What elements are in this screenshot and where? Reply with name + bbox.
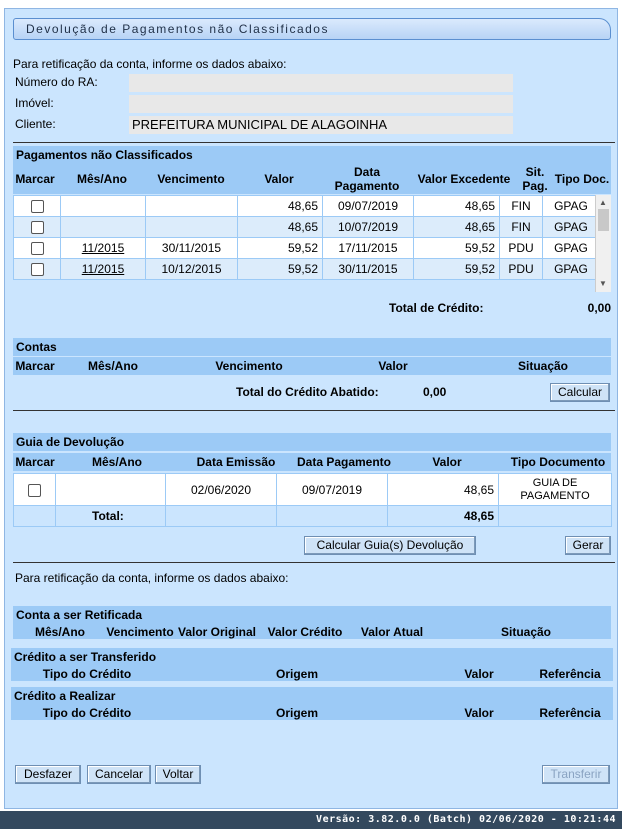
voltar-button[interactable]: Voltar [155, 765, 201, 784]
credito-realizar-header: Crédito a Realizar [11, 687, 613, 705]
transferir-button[interactable]: Transferir [542, 765, 610, 784]
col-valor: Valor [464, 667, 494, 681]
total-credito-value: 0,00 [587, 301, 611, 315]
main-panel [4, 8, 618, 809]
pagamentos-table-wrap [13, 195, 599, 292]
ra-field [129, 74, 513, 92]
col-vencimento: Vencimento [157, 172, 225, 186]
retificacao-intro: Para retificação da conta, informe os dados abaixo: [15, 571, 289, 585]
col-mes-ano: Mês/Ano [76, 172, 127, 186]
col-marcar: Marcar [15, 359, 55, 373]
guia-col-header [13, 453, 611, 471]
tipo-documento-cell: GUIA DE PAGAMENTO [499, 474, 612, 506]
divider [13, 562, 615, 563]
data-pagamento-cell: 17/11/2015 [323, 238, 414, 259]
vencimento-cell: 10/12/2015 [146, 259, 238, 280]
conta-retificada-header: Conta a ser Retificada [13, 606, 611, 624]
vencimento-cell [146, 196, 238, 217]
mes-ano-link[interactable]: 11/2015 [61, 259, 146, 280]
ra-label: Número do RA: [15, 75, 98, 89]
valor-cell: 48,65 [238, 217, 323, 238]
mes-ano-cell [56, 474, 166, 506]
col-tipo-doc: Tipo Doc. [554, 172, 610, 186]
cancelar-button[interactable]: Cancelar [87, 765, 151, 784]
imovel-label: Imóvel: [15, 96, 54, 110]
col-origem: Origem [275, 706, 318, 720]
valor-cell: 59,52 [238, 238, 323, 259]
table-row[interactable] [14, 259, 600, 280]
col-sit-pag: Sit. Pag. [522, 165, 548, 193]
marcar-checkbox[interactable] [31, 263, 44, 276]
table-row[interactable] [14, 217, 600, 238]
col-valor-excedente: Valor Excedente [417, 172, 511, 186]
col-situacao: Situação [500, 625, 551, 639]
table-row[interactable] [14, 196, 600, 217]
conta-retificada-col-header [13, 624, 611, 639]
col-mes-ano: Mês/Ano [35, 625, 86, 639]
col-mes-ano: Mês/Ano [87, 359, 138, 373]
vencimento-cell [146, 217, 238, 238]
col-vencimento: Vencimento [106, 625, 174, 639]
vertical-scrollbar[interactable] [595, 195, 611, 292]
valor-excedente-cell: 59,52 [414, 238, 500, 259]
sit-pag-cell: PDU [500, 259, 543, 280]
imovel-field [129, 95, 513, 113]
tipo-doc-cell: GPAG [543, 259, 600, 280]
col-situacao: Situação [517, 359, 568, 373]
col-marcar: Marcar [15, 172, 55, 186]
scroll-down-icon[interactable]: ▼ [599, 279, 607, 288]
col-vencimento: Vencimento [215, 359, 283, 373]
total-abatido-label: Total do Crédito Abatido: [236, 385, 379, 399]
data-pagamento-cell: 30/11/2015 [323, 259, 414, 280]
col-valor-atual: Valor Atual [360, 625, 424, 639]
scroll-up-icon[interactable]: ▲ [599, 198, 607, 207]
tipo-doc-cell: GPAG [543, 196, 600, 217]
col-referencia: Referência [539, 706, 601, 720]
version-footer: Versão: 3.82.0.0 (Batch) 02/06/2020 - 10:21:44 [0, 811, 622, 829]
gerar-button[interactable]: Gerar [565, 536, 611, 555]
col-valor: Valor [378, 359, 408, 373]
sit-pag-cell: FIN [500, 196, 543, 217]
mes-ano-cell[interactable] [61, 217, 146, 238]
pagamentos-col-header [13, 164, 611, 194]
col-data-pagamento: Data Pagamento [296, 455, 392, 469]
vencimento-cell: 30/11/2015 [146, 238, 238, 259]
table-row[interactable] [14, 474, 612, 506]
col-valor-original: Valor Original [177, 625, 257, 639]
intro-text: Para retificação da conta, informe os dados abaixo: [13, 57, 287, 71]
guia-total-value: 48,65 [388, 506, 499, 527]
guia-header: Guia de Devolução [13, 433, 611, 451]
pagamentos-header: Pagamentos não Classificados [13, 146, 611, 164]
marcar-checkbox[interactable] [31, 200, 44, 213]
tipo-doc-cell: GPAG [543, 217, 600, 238]
pagamentos-table [13, 195, 599, 280]
valor-excedente-cell: 48,65 [414, 217, 500, 238]
col-valor: Valor [432, 455, 462, 469]
col-data-pagamento: Data Pagamento [334, 165, 400, 193]
col-mes-ano: Mês/Ano [91, 455, 142, 469]
desfazer-button[interactable]: Desfazer [15, 765, 81, 784]
data-emissao-cell: 02/06/2020 [166, 474, 277, 506]
credito-realizar-col-header [11, 705, 613, 720]
col-valor-credito: Valor Crédito [267, 625, 343, 639]
total-abatido-value: 0,00 [423, 385, 447, 399]
valor-excedente-cell: 59,52 [414, 259, 500, 280]
scroll-thumb[interactable] [598, 209, 609, 231]
guia-total-label: Total: [56, 506, 166, 527]
data-pagamento-cell: 10/07/2019 [323, 217, 414, 238]
marcar-checkbox[interactable] [31, 221, 44, 234]
tipo-doc-cell: GPAG [543, 238, 600, 259]
col-tipo-credito: Tipo do Crédito [42, 667, 132, 681]
col-valor: Valor [464, 706, 494, 720]
marcar-checkbox[interactable] [28, 484, 41, 497]
credito-transferido-col-header [11, 666, 613, 681]
divider [13, 142, 615, 143]
valor-cell: 48,65 [388, 474, 499, 506]
contas-header: Contas [13, 338, 611, 356]
valor-cell: 59,52 [238, 259, 323, 280]
total-row [14, 506, 612, 527]
calcular-button[interactable]: Calcular [550, 383, 610, 402]
valor-excedente-cell: 48,65 [414, 196, 500, 217]
sit-pag-cell: PDU [500, 238, 543, 259]
credito-transferido-header: Crédito a ser Transferido [11, 648, 613, 666]
mes-ano-cell[interactable] [61, 196, 146, 217]
valor-cell: 48,65 [238, 196, 323, 217]
col-marcar: Marcar [15, 455, 55, 469]
mes-ano-link[interactable]: 11/2015 [61, 238, 146, 259]
page-title: Devolução de Pagamentos não Classificados [13, 18, 611, 40]
col-data-emissao: Data Emissão [196, 455, 276, 469]
col-valor: Valor [264, 172, 294, 186]
data-pagamento-cell: 09/07/2019 [277, 474, 388, 506]
sit-pag-cell: FIN [500, 217, 543, 238]
calcular-guia-button[interactable]: Calcular Guia(s) Devolução [304, 536, 476, 555]
col-tipo-documento: Tipo Documento [510, 455, 606, 469]
table-row[interactable] [14, 238, 600, 259]
contas-col-header [13, 357, 611, 375]
col-referencia: Referência [539, 667, 601, 681]
marcar-checkbox[interactable] [31, 242, 44, 255]
data-pagamento-cell: 09/07/2019 [323, 196, 414, 217]
col-tipo-credito: Tipo do Crédito [42, 706, 132, 720]
cliente-label: Cliente: [15, 117, 56, 131]
col-origem: Origem [275, 667, 318, 681]
divider [13, 410, 615, 411]
guia-table [13, 473, 612, 527]
cliente-field: PREFEITURA MUNICIPAL DE ALAGOINHA [129, 116, 513, 134]
total-credito-label: Total de Crédito: [389, 301, 484, 315]
